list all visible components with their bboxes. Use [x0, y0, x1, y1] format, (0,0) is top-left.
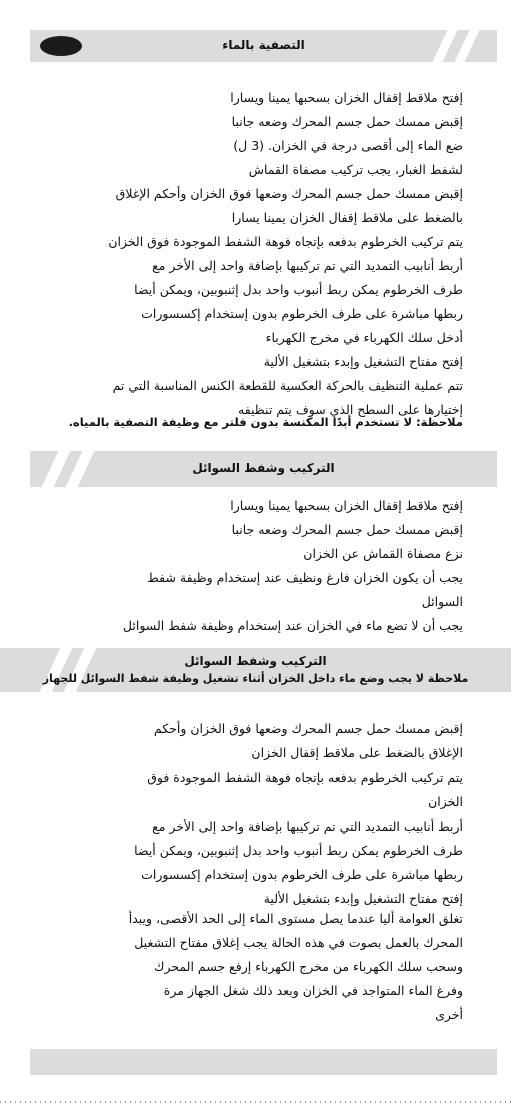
section-title: التركيب وشفط السوائل — [184, 654, 327, 668]
footer-bar — [30, 1049, 497, 1075]
instruction-line: وفرغ الماء المتواجد في الخزان وبعد ذلك شغل الجهاز مرة — [163, 983, 463, 998]
instruction-line: أربط أنابيب التمديد التي تم تركيبها بإضافة واحد إلى الأخر مع — [152, 819, 463, 834]
liquid-suction-note: ملاحظة لا يجب وضع ماء داخل الخزان أثناء تشغيل وظيفة شفط السوائل للجهاز — [42, 672, 469, 685]
instruction-line: إختيارها على السطح الذي سوف يتم تنظيفه — [238, 402, 463, 417]
instruction-line: الخزان — [428, 794, 463, 809]
section2-instructions — [51, 494, 463, 638]
instruction-line: يجب أن لا تضع ماء في الخزان عند إستخدام وظيفة شفط السوائل — [122, 618, 463, 633]
instruction-line: إقبض ممسك حمل جسم المحرك وضعه جانبا — [231, 522, 463, 537]
section3-group1 — [51, 717, 463, 765]
instruction-line: يتم تركيب الخرطوم بدفعه بإتجاه فوهة الشفط الموجودة فوق الخزان — [108, 234, 463, 249]
black-oval-marker — [40, 36, 82, 56]
instruction-line: طرف الخرطوم يمكن ربط أنبوب واحد بدل إثنبوبين، ويمكن أيضا — [134, 843, 463, 858]
instruction-line: ربطها مباشرة على طرف الخرطوم بدون إستخدام إكسسورات — [141, 867, 463, 882]
instruction-line: لشفط الغبار، يجب تركيب مصفاة القماش — [248, 162, 463, 177]
instruction-line: إفتح ملاقط إقفال الخزان بسحبها يمينا ويسارا — [230, 498, 463, 513]
instruction-line: أخرى — [435, 1007, 463, 1022]
instruction-line: نزع مصفاة القماش عن الخزان — [303, 546, 463, 561]
instruction-line: إفتح مفتاح التشغيل وإبدء بتشغيل الألية — [263, 891, 463, 906]
dotted-edge — [0, 1101, 511, 1103]
instruction-line: طرف الخرطوم يمكن ربط أنبوب واحد بدل إثنبوبين، ويمكن أيضا — [134, 282, 463, 297]
instruction-line: إقبض ممسك حمل جسم المحرك وضعها فوق الخزان وأحكم — [153, 721, 463, 736]
water-filter-note: ملاحظة: لا تستخدم أبدًا المكنسة بدون فلتر مع وظيفة التصفية بالمياه. — [68, 415, 463, 429]
section-title: التركيب وشفط السوائل — [192, 461, 335, 475]
instruction-line: الإغلاق بالضغط على ملاقط إقفال الخزان — [251, 745, 463, 760]
instruction-line: إفتح ملاقط إقفال الخزان بسحبها يمينا ويسارا — [230, 90, 463, 105]
section3-group3 — [51, 815, 463, 911]
section-header-water-filtration — [30, 30, 497, 62]
section1-instructions — [51, 86, 463, 422]
section3-group4 — [51, 907, 463, 1027]
instruction-line: أربط أنابيب التمديد التي تم تركيبها بإضافة واحد إلى الأخر مع — [152, 258, 463, 273]
instruction-line: إفتح مفتاح التشغيل وإبدء بتشغيل الألية — [263, 354, 463, 369]
instruction-line: وسحب سلك الكهرباء من مخرج الكهرباء إرفع جسم المحرك — [154, 959, 463, 974]
instruction-line: تتم عملية التنظيف بالحركة العكسية للقطعة الكنس المناسبة التي تم — [112, 378, 463, 393]
instruction-line: تغلق العوامة أليا عندما يصل مستوى الماء إلى الحد الأقصى، ويبدأ — [128, 911, 463, 926]
instruction-line: السوائل — [421, 594, 463, 609]
instruction-line: ربطها مباشرة على طرف الخرطوم بدون إستخدام إكسسورات — [141, 306, 463, 321]
instruction-line: يتم تركيب الخرطوم بدفعه بإتجاه فوهة الشفط الموجودة فوق — [147, 770, 463, 785]
section3-group2 — [51, 766, 463, 814]
section-title: التصفية بالماء — [222, 38, 305, 52]
section-header-liquid-suction-2 — [0, 648, 511, 692]
instruction-line: المحرك بالعمل بصوت في هذه الحالة يجب إغلاق مفتاح التشغيل — [134, 935, 463, 950]
instruction-line: بالضغط على ملاقط إقفال الخزان يمينا يسارا — [231, 210, 463, 225]
section-header-liquid-suction — [30, 451, 497, 487]
instruction-line: إقبض ممسك حمل جسم المحرك وضعه جانبا — [231, 114, 463, 129]
instruction-line: ضع الماء إلى أقصى درجة في الخزان. (3 ل) — [233, 138, 463, 153]
instruction-line: أدخل سلك الكهرباء في مخرج الكهرباء — [265, 330, 463, 345]
instruction-line: يجب أن يكون الخزان فارغ ونظيف عند إستخدام وظيفة شفط — [147, 570, 463, 585]
instruction-line: إقبض ممسك حمل جسم المحرك وضعها فوق الخزان وأحكم الإغلاق — [115, 186, 463, 201]
